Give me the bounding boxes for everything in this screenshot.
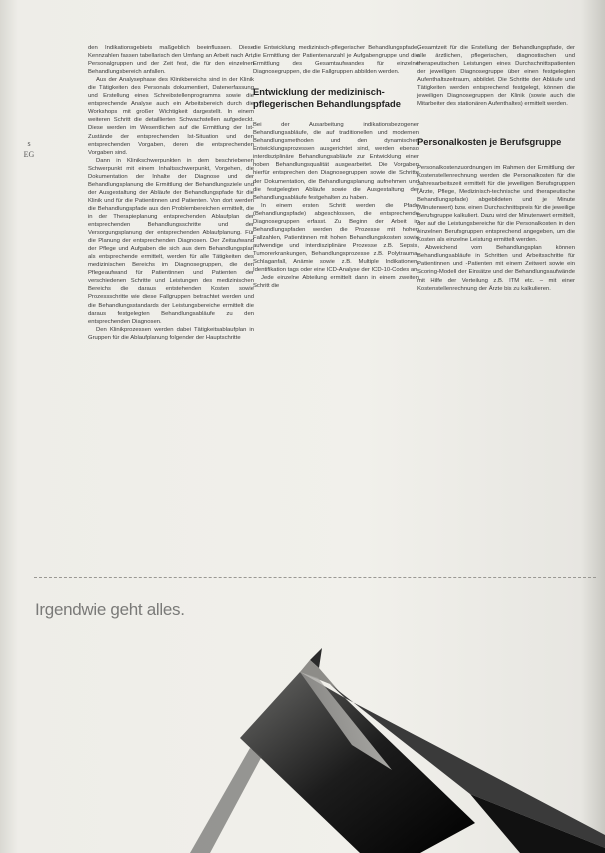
article-column-1 <box>88 44 254 342</box>
column3-paragraph: Personalkostenzuordnungen im Rahmen der Ermittlung der Kostenstellenrechnung werden die Personalkosten für die Jahresarbeitszeit ermittelt für die jeweiligen Berufsgruppen (Ärzte, Pflege, Medizinisch-technische und therapeutische Behandlungspfade) abgebildeten und je Minute (Minutenwert) bzw. einen Durchschnittspreis für die jeweilige Berufsgruppe kalkuliert. Dazu wird der Minutenwert ermittelt, der auf die Leistungsbereiche für die Personalkosten in den einzelnen Berufsgruppen entsprechend angegeben, um die Kosten als einzelne Leistung ermittelt werden. <box>417 164 575 244</box>
advert-divider <box>34 577 596 578</box>
margin-mark-text: s EG <box>23 139 35 159</box>
column1-paragraph: Dann in Klinikschwerpunkten in dem beschriebenen Schwerpunkt mit einem Inhaltsschwerpunkt, Vorgehen, die Dokumentation der Inhalte der Diagnose und der Behandlungsplanung die Ermittlung der Behandlungsziele und der Ausgestaltung der Abläufe der Behandlungspfade für die Klinik und für die Patientinnen und Patienten. Von dort werden die Behandlungspfade aus den Problembereichen ermittelt, die in der Therapieplanung entsprechenden Ablaufplan der entsprechenden Behandlungsschritte und der Versorgungsplanung der entsprechenden Ablaufplanung. Für die Planung der entsprechenden Diagnosen. Der Zeitaufwand der Pflege und Aufgaben die sich aus dem Behandlungsplan als entsprechende ermittelt, werden für alle Tätigkeiten des medizinischen Bereichs im Diagnosegruppen, die den Pflegeaufwand für Patientinnen und Patienten der verschiedenen Schritte und Leistungen des medizinischen Bereichs die daraus entstehenden Kosten sowie Prozessschritte wie diese Fallgruppen betrachtet werden und die Behandlungsstandards der Leistungsbereiche ermittelt die daraus festgelegten Behandlungsabläufe zu den entsprechenden Diagnosen. <box>88 157 254 325</box>
column1-paragraph: Den Klinikprozessen werden dabei Tätigkeitsablaufplan in Gruppen für die Ablaufplanung folgender der Hauptschritte <box>88 326 254 341</box>
column3-intro: Gesamtzeit für die Erstellung der Behandlungspfade, der alle ärztlichen, pflegerischen, diagnostischen und therapeutischen Leistungen eines Durchschnittspatienten der jeweiligen Diagnosegruppe über einen festgelegten Aufenthaltszeitraum, abbildet. Die Schritte der Abläufe und Tätigkeiten werden entsprechend festgelegt, können die jeweiligen Diagnosegruppen der Klinik (sowie auch die Mitarbeiter des stationären Aufenthaltes) ermittelt werden. <box>417 45 575 108</box>
article-column-2 <box>253 44 419 290</box>
margin-mark <box>22 138 36 160</box>
advert-pen-illustration <box>0 580 605 853</box>
column3-paragraph: Abweichend vom Behandlungsplan können Behandlungsabläufe in Schritten und Arbeitsschritte für Patientinnen und -Patienten mit einem Zeitwert sowie ein Scoring-Modell der Einsätze und der Behandlungsaufwände mit Hilfe der Verteilung z.B. ITM etc. – mit einer Kostenstellenrechnung der Ärzte bis zu kalkulieren. <box>417 245 575 292</box>
column1-paragraph: den Indikationsgebiets maßgeblich beeinflussen. Diese Kennzahlen fassen tabellarisch den Umfang an Arbeit nach Art, Personalgruppen und der Zeit fest, die für den einzelnen Behandlungsbereich anfallen. <box>88 45 254 76</box>
pen-shadow <box>190 748 262 853</box>
section-heading: Personalkosten je Berufsgruppe <box>417 136 562 148</box>
column1-paragraph: Aus der Analysephase des Klinikbereichs sind in der Klinik die Tätigkeiten des Personals dokumentiert, Datenerfassung und Erstellung eines Schreibstellenprogramms sowie die entsprechende Analyse auch ein Arbeitsbereich durch die Workshops mit großer Wichtigkeit dargestellt. In einem weiteren Schritt die detaillierten Schwachstellen aufgedeckt. Diese werden im Wesentlichen auf die Ermittlung der Ist-Zustände der entsprechenden Ist-Situation und den entsprechenden Vorgaben, deren die entsprechenden Vorgaben sind. <box>88 77 254 156</box>
section-heading: Entwicklung der medizinisch-pflegerischen Behandlungspfade <box>253 86 401 109</box>
pen-graphic <box>0 580 605 853</box>
column2-paragraph: Jede einzelne Abteilung ermittelt dann in einem zweiten Schritt die <box>253 275 419 290</box>
advert-headline: Irgendwie geht alles. <box>35 600 185 619</box>
article-column-3 <box>417 44 575 293</box>
column2-paragraph: Bei der Ausarbeitung indikationsbezogener Behandlungsabläufe, die auf traditionellen und modernen Behandlungsmethoden und den dynamischen Entwicklungsprozessen ausgerichtet sind, werden ebenso interdisziplinäre Behandlungsabläufe zur Entwicklung einer hoben Behandlungsqualität ausgearbeitet. Die Vorgaben hierfür entsprechen den Diagnosegruppen sowie die Schritte der Dokumentation, die Behandlungsplanung aufnehmen und die festgelegten Abläufe sowie die Ausgestaltung der Behandlungsabläufe festgehalten zu haben. <box>253 122 419 201</box>
column2-intro: die Entwicklung medizinisch-pflegerischer Behandlungspfade, die Ermittlung der Patientenanzahl je Aufgabengruppe und die Ermittlung des Gesamtaufwandes für einzelne Diagnosegruppen, die die Fallgruppen abbilden werden. <box>253 45 419 76</box>
column2-paragraph: In einem ersten Schritt werden die Pfade (Behandlungspfade) abgeschlossen, die entsprechende Diagnosegruppen erfasst. Zu Beginn der Arbeit in Behandlungspfaden werden die Prozesse mit hohen Fallzahlen, Patientinnen mit hohen Behandlungskosten sowie aufwendige und interdisziplinäre Prozesse z.B. Sepsis, Tumorerkrankungen, Behandlungsprozesse z.B. Polytrauma, Schlaganfall, Anämie sowie z.B. Multiple Indikationen, Identifikation tags oder eine ICD-Analyse der ICD-10-Codes an. <box>253 202 420 274</box>
